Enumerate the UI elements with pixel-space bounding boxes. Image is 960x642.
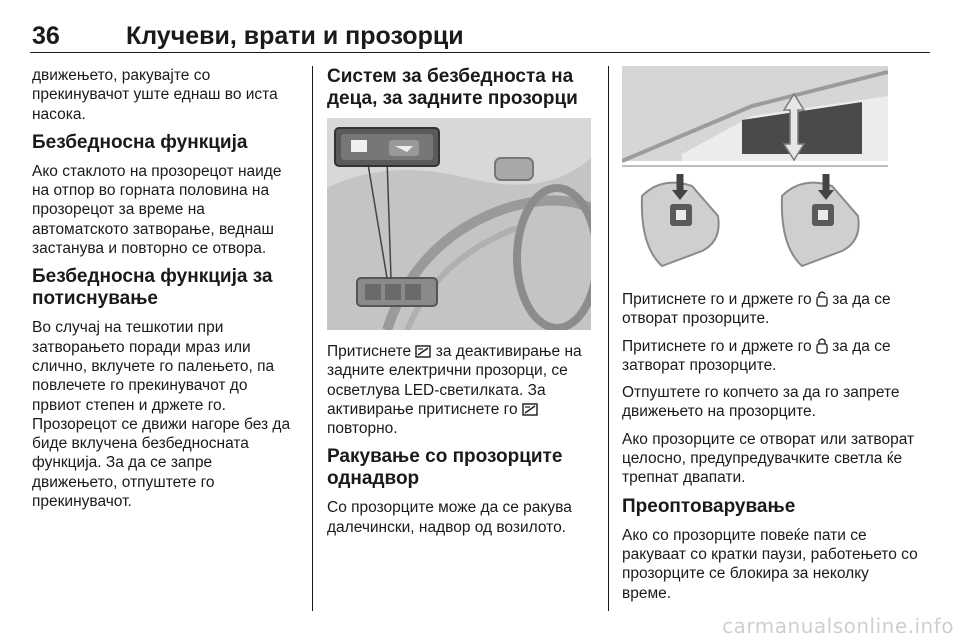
close-paragraph [622,337,918,376]
heading-override: Безбедносна функција за потиснување [32,266,273,310]
door-switch-illustration [327,118,591,330]
column-left [32,66,300,519]
open-text-a: Притиснете го и држете го [622,291,812,308]
heading-child-safety: Систем за безбедноста на деца, за задните прозорци [327,66,578,109]
page-header [30,22,930,52]
column-right [622,66,918,611]
column-divider-right [608,66,609,611]
child-safety-text-c: повторно. [327,420,398,438]
remote-paragraph: Со прозорците може да се ракува далечински, надвор од возилото. [327,499,572,536]
heading-remote-operation: Ракување со прозорците однадвор [327,446,563,490]
column-middle [327,66,595,545]
open-text-b: за да се отворат прозорците. [622,291,891,328]
unlock-key-icon [816,291,828,307]
warning-paragraph: Ако прозорците се отворат или затворат целосно, предупредувачките светла ќе трепнат двапати. [622,430,915,487]
watermark: carmanualsonline.info [722,614,954,638]
child-safety-paragraph [327,342,595,438]
lock-key-icon [816,338,828,354]
child-lock-window-icon [415,344,431,359]
page-number: 36 [32,22,60,50]
close-text-b: за да се затворат прозорците. [622,337,891,374]
heading-safety-function: Безбедносна функција [32,131,248,153]
close-text-a: Притиснете го и држете го [622,337,812,355]
intro-paragraph: движењето, ракувајте со прекинувачот уште еднаш во иста насока. [32,67,278,123]
column-divider-left [312,66,313,611]
release-paragraph: Отпуштете го копчето за да го запрете движењето на прозорците. [622,384,900,421]
overload-paragraph: Ако со прозорците повеќе пати се ракуваат со кратки паузи, работењето со прозорците се блокира за неколку време. [622,526,918,602]
child-safety-text-a: Притиснете [327,343,412,360]
key-window-illustration [622,66,888,278]
child-safety-text-b: за деактивирање на задните електрични прозорци, се осветлува LED-светилката. За активирање притиснете го [327,343,582,418]
override-paragraph: Во случај на тешкотии при затворањето поради мраз или слично, вклучете го палењето, па повлечете го прекинувачот до првиот степен и држете го. Прозорецот се движи нагоре без да биде вклучена безбедносната функција. За да се запре движењето, отпуштете го прекинувачот. [32,319,291,511]
open-paragraph [622,290,918,329]
header-rule [30,52,930,53]
chapter-title: Клучеви, врати и прозорци [126,22,464,50]
safety-paragraph: Ако стаклото на прозорецот наиде на отпор во горната половина на прозорецот за време на автоматското затворање, веднаш застанува и повторно се отвора. [32,162,282,258]
child-lock-window-icon [522,402,538,417]
heading-overload: Преоптоварување [622,495,796,517]
